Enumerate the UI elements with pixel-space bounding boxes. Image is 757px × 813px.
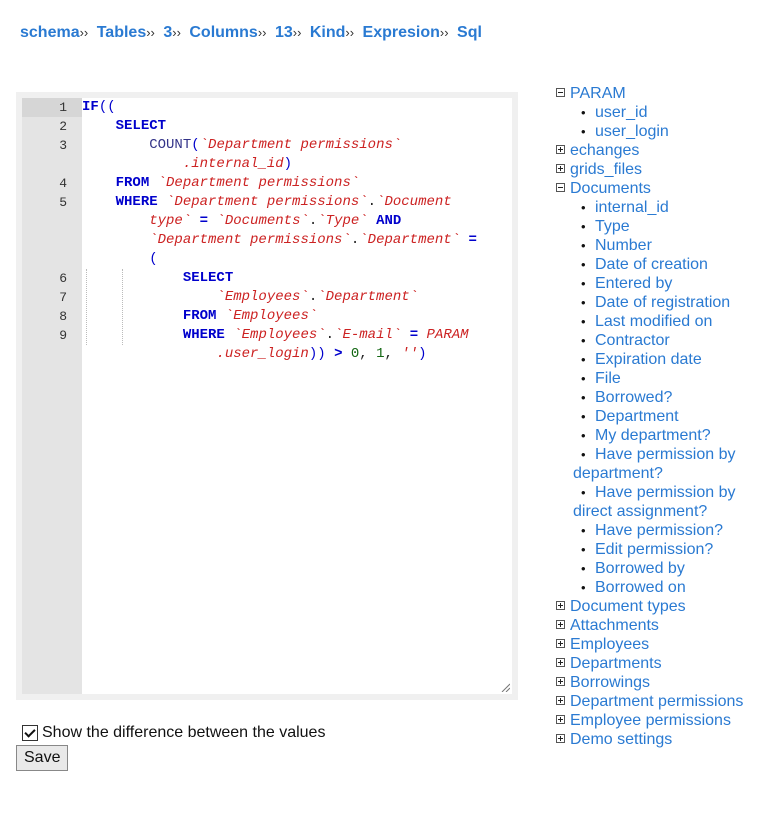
breadcrumb-separator: ››	[172, 25, 181, 40]
code-line: SELECT	[182, 270, 234, 286]
line-number: 8	[59, 309, 67, 324]
code-line: type` = `Documents`.`Type` AND	[149, 213, 402, 229]
tree-node-department-permissions[interactable]: Department permissions	[548, 692, 753, 711]
line-number: 1	[59, 100, 67, 115]
tree-leaf[interactable]: • Last modified on	[548, 312, 753, 331]
tree-leaf[interactable]: • Date of registration	[548, 293, 753, 312]
tree-leaf[interactable]: • Borrowed?	[548, 388, 753, 407]
code-line: `Department permissions`.`Department` =	[149, 232, 477, 248]
expand-icon[interactable]	[556, 696, 565, 705]
line-number: 9	[59, 328, 67, 343]
tree-leaf[interactable]: • Edit permission?	[548, 540, 753, 559]
tree-leaf[interactable]: • Borrowed on	[548, 578, 753, 597]
expand-icon[interactable]	[556, 658, 565, 667]
expand-icon[interactable]	[556, 601, 565, 610]
tree-leaf[interactable]: • user_id	[548, 103, 753, 122]
tree-node-employee-permissions[interactable]: Employee permissions	[548, 711, 753, 730]
breadcrumb-columns[interactable]: Columns	[189, 24, 258, 41]
code-line: .internal_id)	[182, 156, 293, 172]
code-content[interactable]	[82, 98, 512, 694]
tree-leaf[interactable]: • Expiration date	[548, 350, 753, 369]
expand-icon[interactable]	[556, 620, 565, 629]
show-difference-checkbox[interactable]	[22, 725, 38, 741]
breadcrumb-tables[interactable]: Tables	[96, 24, 147, 41]
line-number: 2	[59, 119, 67, 134]
tree-leaf[interactable]: • user_login	[548, 122, 753, 141]
expand-icon[interactable]	[556, 164, 565, 173]
tree-leaf[interactable]: • Have permission by direct assignment?	[548, 483, 753, 521]
tree-node-document-types[interactable]: Document types	[548, 597, 753, 616]
breadcrumb-separator: ››	[292, 25, 302, 40]
code-line: (	[149, 251, 158, 267]
expand-icon[interactable]	[556, 677, 565, 686]
expand-icon[interactable]	[556, 734, 565, 743]
tree-leaf[interactable]: • Have permission?	[548, 521, 753, 540]
tree-leaf[interactable]: • Department	[548, 407, 753, 426]
tree-node-echanges[interactable]: echanges	[548, 141, 753, 160]
tree-leaf[interactable]: • internal_id	[548, 198, 753, 217]
tree-node-borrowings[interactable]: Borrowings	[548, 673, 753, 692]
tree-leaf[interactable]: • Contractor	[548, 331, 753, 350]
breadcrumb-separator: ››	[345, 25, 355, 40]
breadcrumb	[20, 24, 482, 42]
code-line: FROM `Employees`	[182, 308, 318, 324]
tree-node-demo-settings[interactable]: Demo settings	[548, 730, 753, 749]
tree-node-attachments[interactable]: Attachments	[548, 616, 753, 635]
tree-leaf[interactable]: • My department?	[548, 426, 753, 445]
breadcrumb-separator: ››	[146, 25, 155, 40]
tree-leaf[interactable]: • Have permission by department?	[548, 445, 753, 483]
tree-leaf[interactable]: • Borrowed by	[548, 559, 753, 578]
sql-editor[interactable]	[16, 92, 518, 700]
code-line: SELECT	[115, 118, 167, 134]
breadcrumb-schema[interactable]: schema	[20, 24, 80, 41]
expand-icon[interactable]	[556, 639, 565, 648]
breadcrumb-separator: ››	[257, 25, 267, 40]
expand-icon[interactable]	[556, 145, 565, 154]
tree-leaf[interactable]: • Date of creation	[548, 255, 753, 274]
line-number: 5	[59, 195, 67, 210]
tree-leaf[interactable]: • Number	[548, 236, 753, 255]
code-line: `Employees`.`Department`	[216, 289, 419, 305]
breadcrumb-separator: ››	[439, 25, 449, 40]
line-number: 3	[59, 138, 67, 153]
breadcrumb-table-3[interactable]: 3	[163, 24, 173, 41]
code-line: COUNT(`Department permissions`	[149, 137, 402, 153]
tree-node-departments[interactable]: Departments	[548, 654, 753, 673]
code-line: WHERE `Department permissions`.`Document	[115, 194, 452, 210]
breadcrumb-kind[interactable]: Kind	[309, 24, 346, 41]
tree-node-employees[interactable]: Employees	[548, 635, 753, 654]
code-line: IF((	[82, 99, 116, 115]
show-difference-option[interactable]	[22, 724, 325, 742]
save-button[interactable]: Save	[16, 745, 68, 771]
code-line: WHERE `Employees`.`E-mail` = PARAM	[182, 327, 469, 343]
breadcrumb-column-13[interactable]: 13	[274, 24, 293, 41]
tree-node-param[interactable]: PARAM	[548, 84, 753, 103]
collapse-icon[interactable]	[556, 88, 565, 97]
resize-handle-icon[interactable]	[500, 682, 510, 692]
line-number: 6	[59, 271, 67, 286]
collapse-icon[interactable]	[556, 183, 565, 192]
tree-leaf[interactable]: • Entered by	[548, 274, 753, 293]
line-number: 7	[59, 290, 67, 305]
line-number-gutter	[22, 98, 82, 694]
tree-leaf[interactable]: • File	[548, 369, 753, 388]
tree-node-documents[interactable]: Documents	[548, 179, 753, 198]
line-number: 4	[59, 176, 67, 191]
breadcrumb-expresion[interactable]: Expresion	[362, 24, 440, 41]
show-difference-label: Show the difference between the values	[42, 724, 326, 741]
breadcrumb-separator: ››	[79, 25, 89, 40]
tree-leaf[interactable]: • Type	[548, 217, 753, 236]
breadcrumb-sql[interactable]: Sql	[457, 24, 482, 41]
code-line: .user_login)) > 0, 1, '')	[216, 346, 427, 362]
schema-tree	[548, 84, 753, 749]
tree-node-grids-files[interactable]: grids_files	[548, 160, 753, 179]
code-line: FROM `Department permissions`	[115, 175, 360, 191]
expand-icon[interactable]	[556, 715, 565, 724]
sql-editor-area[interactable]	[22, 98, 512, 694]
